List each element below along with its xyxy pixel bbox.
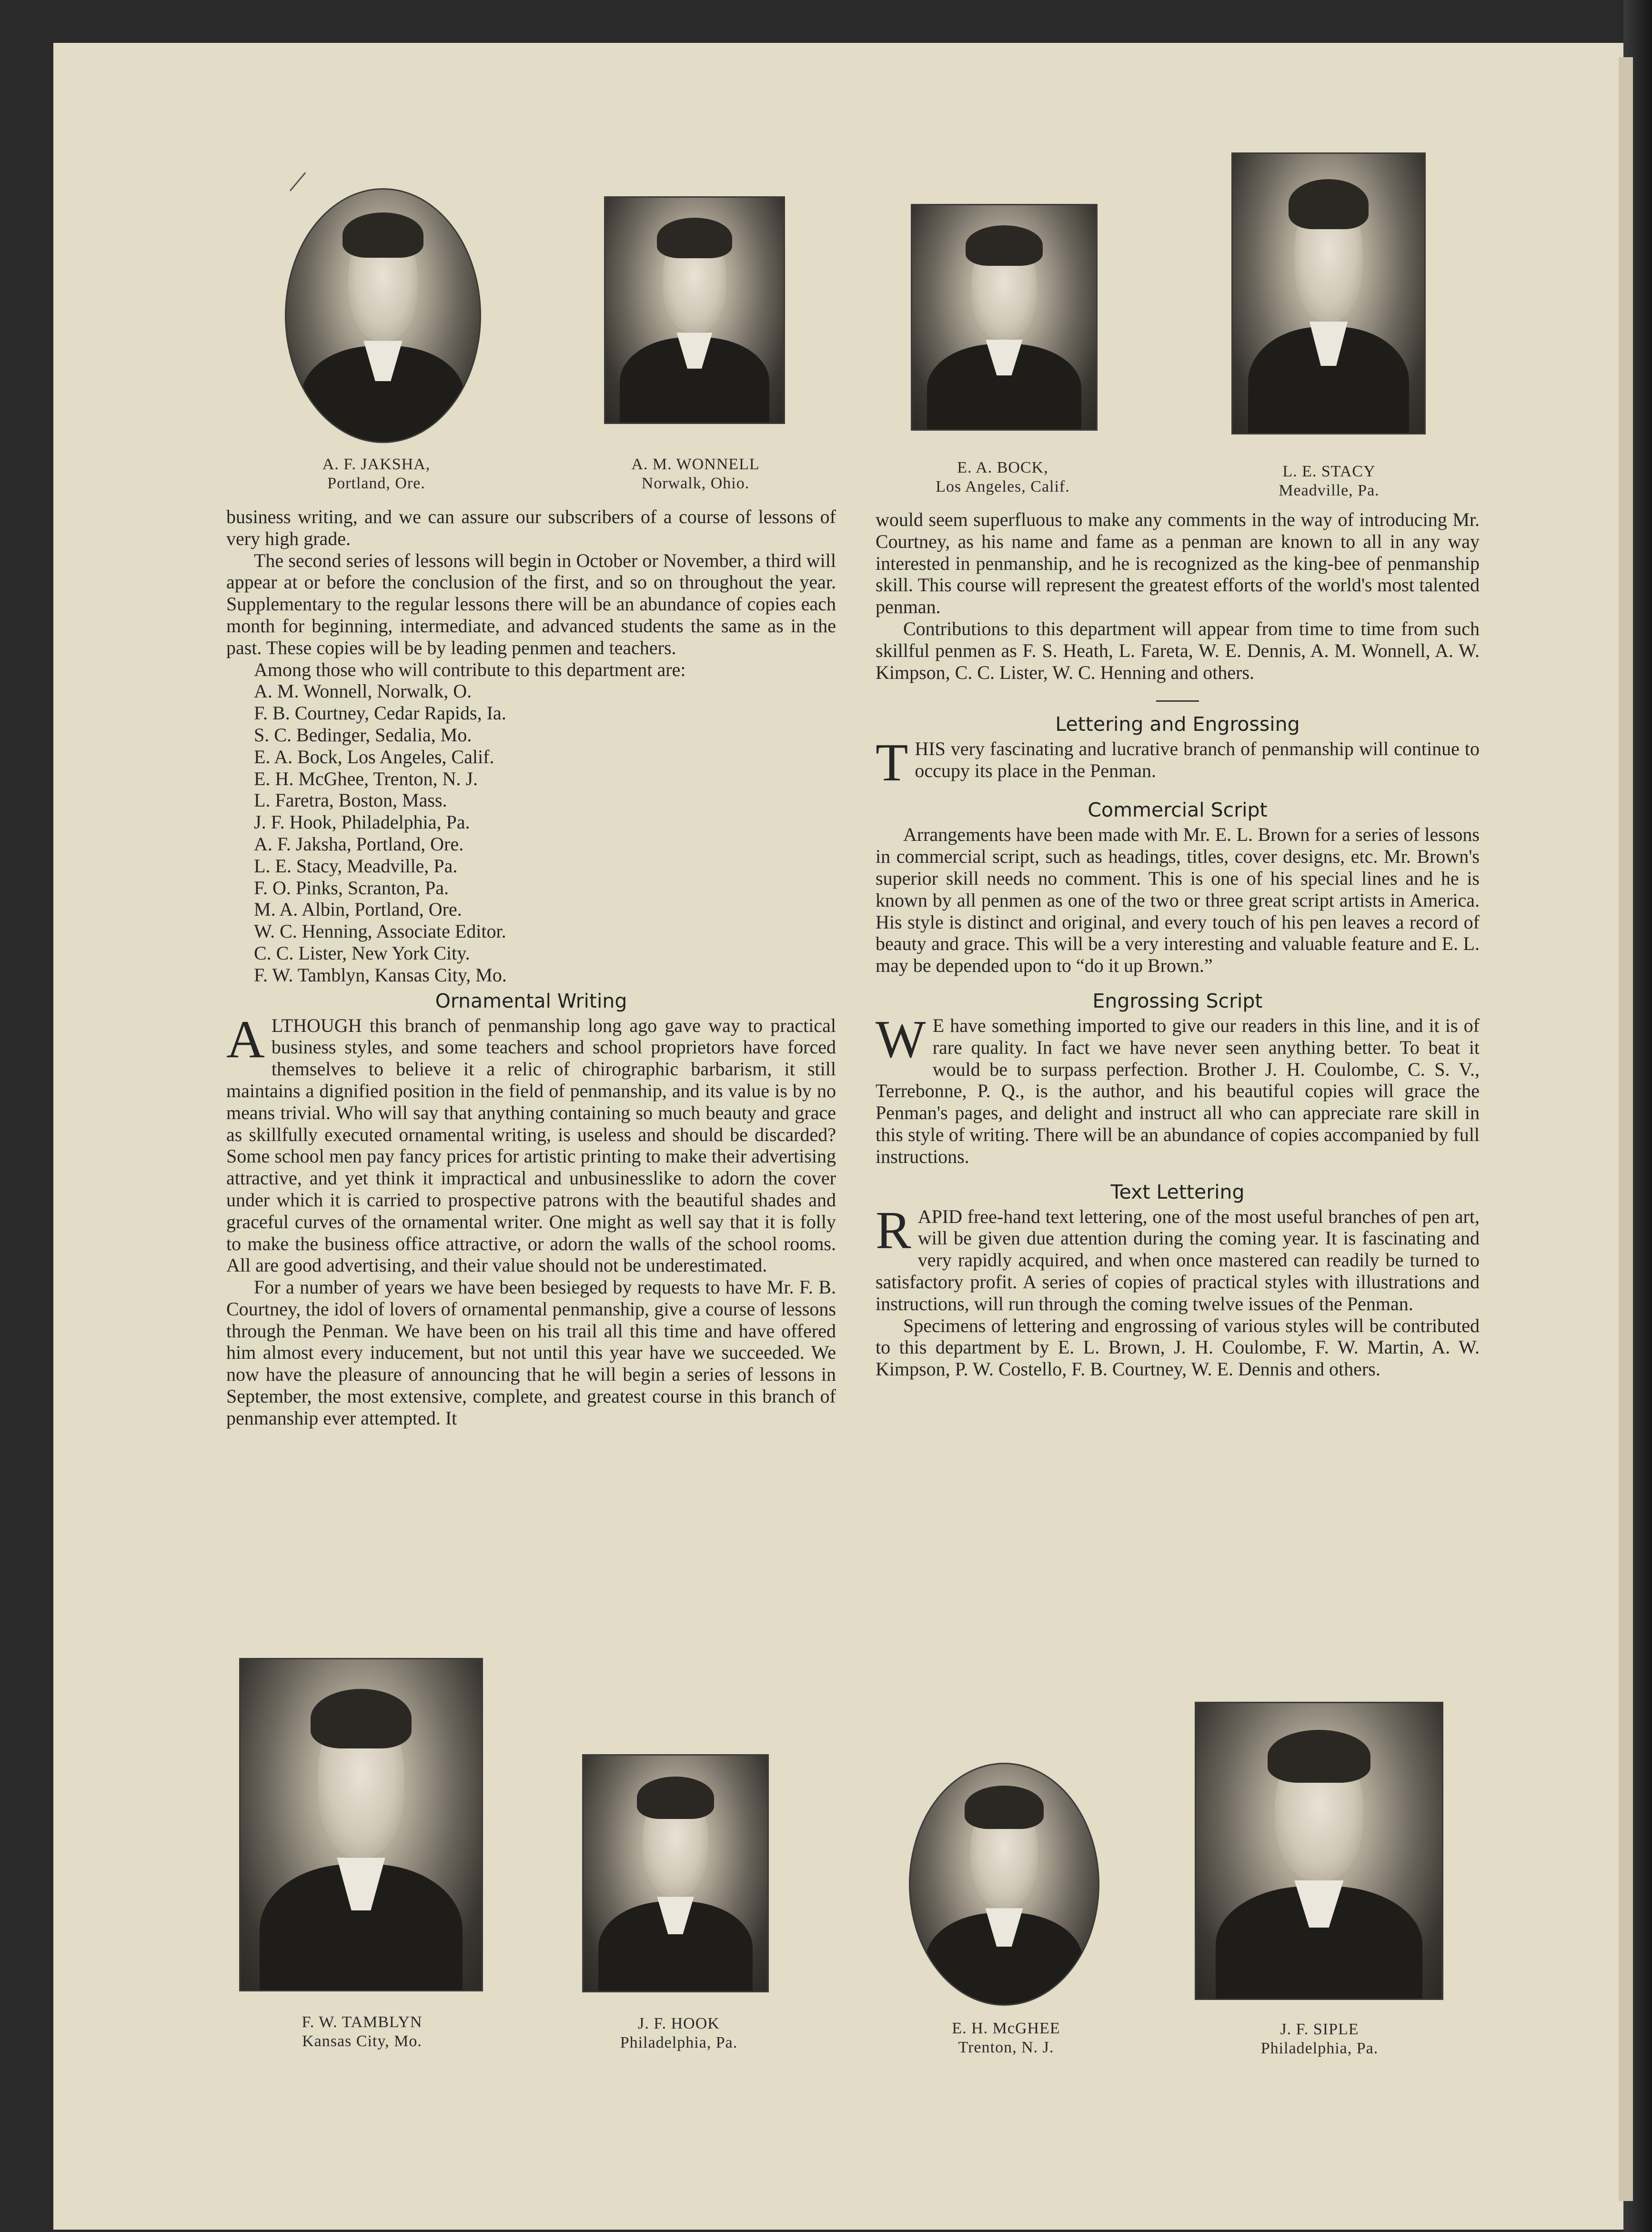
list-item: F. O. Pinks, Scranton, Pa. [254,877,449,899]
caption-place: Meadville, Pa. [1279,482,1380,499]
caption-jaksha [257,455,495,493]
caption-place: Los Angeles, Calif. [936,478,1070,495]
caption-name: F. W. TAMBLYN [302,2013,423,2031]
list-item: E. A. Bock, Los Angeles, Calif. [254,746,494,768]
portrait-stacy [1231,152,1426,434]
body-paragraph: would seem superfluous to make any comments in the way of introducing Mr. Courtney, as his name and fame as a penman are known to all in any way interested in penmanship, and he is recognized as the king-bee of penmanship skill. This course will represent the greatest efforts of the world's most talented penman. [876,509,1480,618]
next-page-edge [1619,57,1633,2201]
section-heading: Commercial Script [1088,798,1268,822]
drop-cap: W [876,1010,926,1069]
body-paragraph: The second series of lessons will begin in October or November, a third will appear at or before the conclusion of the first, and so on throughout the year. Supplementary to the regular lessons there will be an abundance of copies each month for beginning, intermediate, and advanced students the same as in the past. These copies will be by leading penmen and teachers. [226,549,836,658]
caption-place: Portland, Ore. [327,475,425,492]
body-paragraph [876,1010,1480,1168]
body-paragraph [876,733,1480,793]
body-paragraph: Specimens of lettering and engrossing of various styles will be contributed to this department by E. L. Brown, J. H. Coulombe, F. W. Martin, A. W. Kimpson, P. W. Costello, F. B. Courtney, W. E. Dennis and others. [876,1314,1480,1380]
caption-hook [555,2014,803,2052]
caption-name: E. A. BOCK, [957,459,1048,476]
portrait-mcghee [909,1763,1099,2006]
caption-name: E. H. McGHEE [952,2020,1060,2037]
paragraph-text: E have something imported to give our readers in this line, and it is of rare quality. In fact we have never seen anything better. To beat it would be to surpass perfection. Brother J. H. Coulombe, C. S. V., Terrebonne, P. Q., is the author, and his beautiful copies will grace the Penman's pages, and delight and instruct all who can appreciate rare skill in this style of writing. There will be an abundance of copies accompanied by full instructions. [876,1014,1480,1167]
paragraph-text: HIS very fascinating and lucrative branch of penmanship will continue to occupy its place in the Penman. [915,738,1480,782]
body-paragraph: For a number of years we have been besieged by requests to have Mr. F. B. Courtney, the idol of lovers of ornamental penmanship, give a course of lessons through the Penman. We have been on his trail all this time and have offered him almost every inducement, but not until this year have we succeeded. We now have the pleasure of announcing that he will begin a series of lessons in September, the most extensive, complete, and greatest course in this branch of penmanship ever attempted. It [226,1276,836,1429]
list-item: A. F. Jaksha, Portland, Ore. [254,833,464,855]
paragraph-text: LTHOUGH this branch of penmanship long ago gave way to practical business styles, and some teachers and school proprietors have forced themselves to believe it a relic of chirographic barbarism, it still maintains a dignified position in the field of penmanship, and its value is by no means trivial. Who will say that anything containing so much beauty and grace as skillfully executed ornamental writing, is useless and should be discarded? Some school men pay fancy prices for artistic printing to make their advertising attractive, and yet think it impractical and unbusinesslike to adorn the cover under which it is carried to prospective patrons with the beautiful shades and graceful curves of the ornamental writer. One might as well say that it is folly to make the business office attractive, or adorn the walls of the school rooms. All are good advertising, and their value should not be underestimated. [226,1014,836,1276]
caption-name: J. F. HOOK [638,2015,720,2032]
drop-cap: R [876,1201,911,1260]
portrait-tamblyn [239,1658,483,1991]
caption-wonnell [572,455,819,493]
drop-cap: A [226,1010,265,1069]
caption-bock [884,458,1122,496]
paragraph-text: APID free-hand text lettering, one of the most useful branches of pen art, will be given due attention during the coming year. It is fascinating and very rapidly acquired, and when once mastered can readily be turned to satisfactory profit. A series of copies of practical styles with illustrations and instructions, will run through the coming twelve issues of the Penman. [876,1205,1480,1314]
list-item: S. C. Bedinger, Sedalia, Mo. [254,724,472,746]
list-item: M. A. Albin, Portland, Ore. [254,899,462,920]
portrait-siple [1195,1702,1443,2000]
left-column [226,506,836,1429]
section-heading: Text Lettering [1110,1180,1245,1203]
list-item: J. F. Hook, Philadelphia, Pa. [254,811,470,833]
caption-siple [1191,2020,1448,2058]
caption-mcghee [882,2019,1130,2057]
section-divider [1156,700,1199,702]
caption-name: A. F. JAKSHA, [322,455,431,473]
portrait-jaksha [285,188,481,443]
caption-place: Philadelphia, Pa. [620,2034,738,2051]
caption-name: A. M. WONNELL [631,455,760,473]
list-item: A. M. Wonnell, Norwalk, O. [254,680,472,702]
body-paragraph: Contributions to this department will appear from time to time from such skillful penmen as F. S. Heath, L. Fareta, W. E. Dennis, A. M. Wonnell, A. W. Kimpson, C. C. Lister, W. C. Henning and others. [876,617,1480,683]
caption-tamblyn [229,2013,495,2051]
caption-place: Philadelphia, Pa. [1260,2040,1379,2057]
portrait-hook [582,1754,769,1992]
body-paragraph: business writing, and we can assure our subscribers of a course of lessons of very high grade. [226,506,836,549]
list-item: C. C. Lister, New York City. [254,942,470,964]
list-item: E. H. McGhee, Trenton, N. J. [254,768,478,789]
body-paragraph [876,1201,1480,1315]
caption-place: Trenton, N. J. [958,2039,1054,2056]
caption-name: J. F. SIPLE [1280,2020,1359,2038]
list-item: F. W. Tamblyn, Kansas City, Mo. [254,964,507,986]
contributor-list [226,680,836,986]
section-heading: Ornamental Writing [435,989,627,1012]
portrait-wonnell [604,196,785,424]
list-item: L. E. Stacy, Meadville, Pa. [254,855,458,877]
caption-name: L. E. STACY [1282,463,1376,480]
section-heading: Lettering and Engrossing [1055,713,1300,736]
drop-cap: T [876,733,908,793]
caption-stacy [1210,462,1448,500]
body-paragraph: Among those who will contribute to this department are: [254,658,686,680]
list-item: F. B. Courtney, Cedar Rapids, Ia. [254,702,506,724]
right-column [876,509,1480,1380]
portrait-bock [911,204,1098,431]
body-paragraph: Arrangements have been made with Mr. E. L. Brown for a series of lessons in commercial script, such as headings, titles, cover designs, etc. Mr. Brown's superior skill needs no comment. This is one of his special lines and he is known by all penmen as one of the two or three great script artists in America. His style is distinct and original, and every touch of his pen leaves a record of beauty and grace. This will be a very interesting and valuable feature and E. L. may be depended upon to “do it up Brown.” [876,824,1480,977]
list-item: L. Faretra, Boston, Mass. [254,789,447,811]
section-heading: Engrossing Script [1092,989,1263,1012]
body-paragraph [226,1010,836,1277]
caption-place: Norwalk, Ohio. [641,475,750,492]
list-item: W. C. Henning, Associate Editor. [254,920,506,942]
caption-place: Kansas City, Mo. [302,2032,422,2050]
